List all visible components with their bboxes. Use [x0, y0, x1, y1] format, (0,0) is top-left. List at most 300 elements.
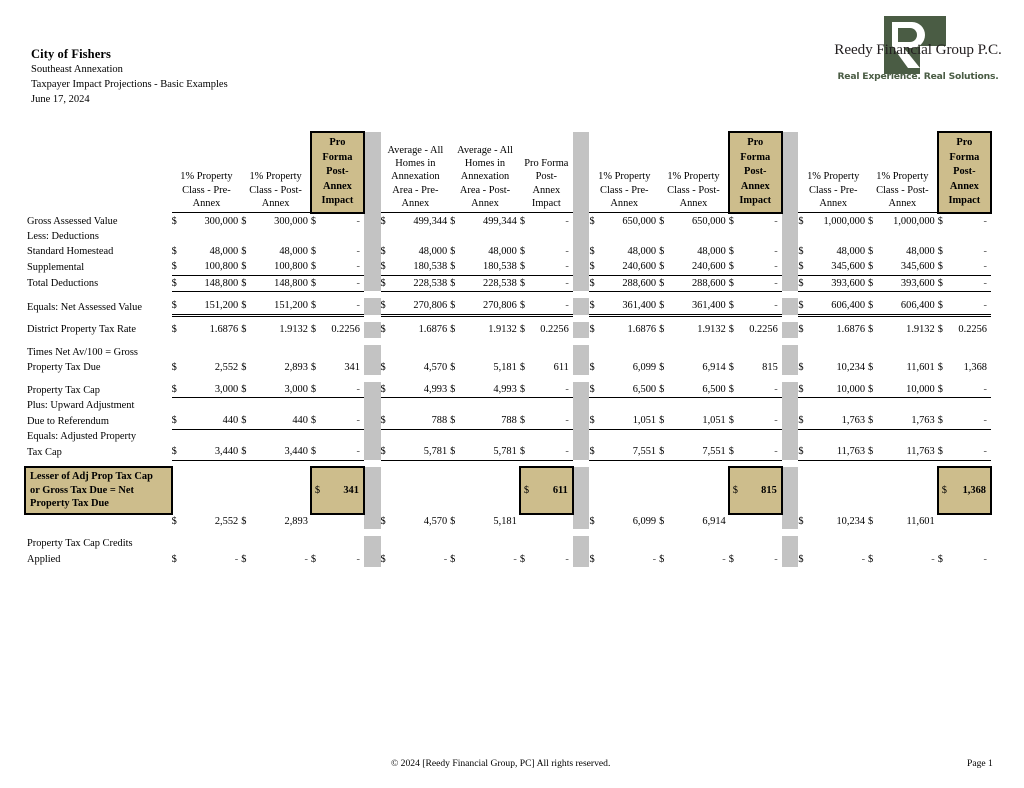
- currency-symbol: $: [659, 553, 665, 565]
- group-separator: [573, 467, 590, 514]
- cell-value: 10,000: [879, 382, 937, 398]
- currency-symbol: $: [798, 553, 804, 565]
- cell-value: 0.2256: [331, 324, 360, 336]
- table-row: [25, 514, 991, 529]
- cell-value: 5,781: [392, 444, 450, 460]
- group-separator: [364, 514, 381, 529]
- cell-value: 6,500: [601, 382, 659, 398]
- cell-value: -: [531, 413, 573, 429]
- currency-symbol: $: [241, 298, 252, 315]
- row-label-upward-adjustment-line1: Plus: Upward Adjustment: [27, 399, 135, 411]
- currency-symbol: $: [519, 553, 526, 565]
- cell-value-highlight: 611: [531, 467, 573, 514]
- currency-symbol: $: [728, 553, 734, 565]
- group-separator: [782, 398, 799, 413]
- company-logo: [834, 16, 1002, 84]
- cell-value: 11,763: [810, 444, 868, 460]
- cell-value: 1.9132: [906, 324, 935, 336]
- cell-value: -: [322, 382, 364, 398]
- cell-value: 48,000: [418, 246, 448, 258]
- currency-symbol: $: [380, 553, 386, 565]
- cell-value: 2,552: [214, 361, 239, 373]
- currency-symbol: $: [589, 553, 595, 565]
- cell-value: 606,400: [810, 298, 868, 315]
- row-label-adjusted-tax-cap: Tax Cap: [27, 446, 62, 458]
- cell-value: 345,600: [879, 259, 937, 275]
- cell-value: 6,914: [702, 361, 726, 373]
- currency-symbol: $: [171, 215, 177, 227]
- cell-value: -: [322, 444, 364, 460]
- currency-symbol: $: [380, 324, 386, 336]
- cell-value: -: [740, 275, 782, 291]
- currency-symbol: $: [798, 275, 809, 291]
- header-g2-pre: Average - All Homes in Annexation Area - Pre- Annex: [381, 132, 451, 213]
- cell-value: 11,763: [879, 444, 937, 460]
- cell-value-highlight: 1,368: [949, 467, 991, 514]
- cell-value: 151,200: [253, 298, 311, 315]
- currency-symbol: $: [381, 259, 392, 275]
- cell-value: 2,893: [284, 515, 308, 527]
- group-separator: [364, 345, 381, 360]
- cell-value: -: [356, 215, 360, 227]
- empty-cells: [798, 467, 937, 514]
- currency-symbol: $: [798, 259, 809, 275]
- cell-value: -: [513, 553, 517, 565]
- currency-symbol: $: [798, 361, 804, 373]
- cell-value: -: [740, 413, 782, 429]
- spacer-row: [25, 529, 991, 536]
- currency-symbol: $: [519, 324, 526, 336]
- cell-value: 300,000: [204, 215, 239, 227]
- currency-symbol: $: [519, 246, 526, 258]
- currency-symbol: $: [659, 275, 670, 291]
- cell-value: 10,000: [810, 382, 868, 398]
- currency-symbol: $: [520, 382, 531, 398]
- row-label-property-tax-cap: Property Tax Cap: [27, 384, 100, 396]
- currency-symbol: $: [450, 382, 461, 398]
- row-label-less-deductions: Less: Deductions: [27, 230, 99, 242]
- currency-symbol: $: [729, 275, 740, 291]
- cell-value: 100,800: [183, 259, 241, 275]
- page-title: City of Fishers: [31, 47, 111, 61]
- currency-symbol: $: [381, 444, 392, 460]
- group-separator: [364, 413, 381, 429]
- cell-value: -: [565, 553, 569, 565]
- cell-value: 788: [392, 413, 450, 429]
- group-separator: [364, 444, 381, 460]
- group-separator: [782, 413, 799, 429]
- currency-symbol: $: [729, 382, 740, 398]
- cell-value: 815: [762, 361, 778, 373]
- empty-cells: [172, 398, 364, 413]
- table-row: [25, 536, 991, 551]
- empty-cells: [589, 536, 781, 551]
- cell-value: -: [565, 246, 569, 258]
- currency-symbol: $: [868, 413, 879, 429]
- cell-value: -: [949, 275, 991, 291]
- cell-value: 499,344: [413, 215, 448, 227]
- currency-symbol: $: [938, 413, 949, 429]
- table-row: [25, 552, 991, 567]
- empty-cells: [172, 429, 364, 444]
- cell-value: 499,344: [483, 215, 517, 227]
- cell-value: 1,051: [671, 413, 729, 429]
- cell-value: -: [949, 444, 991, 460]
- empty-cells: [798, 345, 991, 360]
- group-separator: [573, 229, 590, 244]
- currency-symbol: $: [937, 553, 943, 565]
- currency-symbol: $: [589, 215, 595, 227]
- cell-value: 148,800: [183, 275, 241, 291]
- header-g4-impact: Pro Forma Post- Annex Impact: [938, 132, 991, 213]
- table-row: [25, 360, 991, 375]
- group-separator: [782, 467, 799, 514]
- currency-symbol: $: [450, 298, 461, 315]
- cell-value: 4,993: [462, 382, 520, 398]
- cell-value: -: [949, 259, 991, 275]
- cell-value: 11,601: [906, 361, 935, 373]
- currency-symbol: $: [937, 246, 943, 258]
- currency-symbol: $: [311, 467, 322, 514]
- currency-symbol: $: [659, 215, 665, 227]
- row-label-district-tax-rate: District Property Tax Rate: [27, 324, 137, 336]
- cell-value: 48,000: [906, 246, 935, 258]
- cell-value: -: [531, 298, 573, 315]
- empty-cells: [520, 514, 573, 529]
- currency-symbol: $: [241, 382, 252, 398]
- currency-symbol: $: [241, 413, 252, 429]
- currency-symbol: $: [728, 324, 734, 336]
- group-separator-1: [364, 132, 381, 213]
- cell-value: 1,763: [879, 413, 937, 429]
- group-separator: [364, 398, 381, 413]
- currency-symbol: $: [171, 515, 177, 527]
- currency-symbol: $: [868, 298, 879, 315]
- currency-symbol: $: [311, 444, 322, 460]
- currency-symbol: $: [380, 246, 386, 258]
- cell-value: 151,200: [183, 298, 241, 315]
- cell-value: -: [983, 246, 987, 258]
- currency-symbol: $: [172, 444, 183, 460]
- group-separator: [364, 552, 381, 567]
- header-g3-pre: 1% Property Class - Pre- Annex: [589, 132, 659, 213]
- currency-symbol: $: [798, 215, 804, 227]
- cell-value: 1,000,000: [823, 215, 866, 227]
- currency-symbol: $: [450, 275, 461, 291]
- table-row: [25, 413, 991, 429]
- currency-symbol: $: [937, 361, 943, 373]
- cell-value: 7,551: [601, 444, 659, 460]
- table-row: [25, 429, 991, 444]
- cell-value: -: [443, 553, 448, 565]
- cell-value: -: [356, 553, 360, 565]
- currency-symbol: $: [659, 246, 665, 258]
- table-header-row: [25, 132, 991, 213]
- empty-cells: [589, 229, 781, 244]
- currency-symbol: $: [868, 324, 874, 336]
- table-row: [25, 322, 991, 337]
- empty-cells: [798, 429, 991, 444]
- cell-value: -: [531, 444, 573, 460]
- cell-value: 270,806: [392, 298, 450, 315]
- currency-symbol: $: [241, 444, 252, 460]
- cell-value: 3,440: [183, 444, 241, 460]
- footer-page-number: Page 1: [967, 758, 993, 769]
- group-separator: [573, 322, 590, 337]
- currency-symbol: $: [868, 444, 879, 460]
- currency-symbol: $: [380, 215, 386, 227]
- currency-symbol: $: [729, 444, 740, 460]
- row-label-adjusted-cap-line1: Equals: Adjusted Property: [27, 431, 137, 443]
- group-separator: [782, 345, 799, 360]
- cell-value: 180,538: [392, 259, 450, 275]
- currency-symbol: $: [241, 324, 247, 336]
- currency-symbol: $: [589, 259, 600, 275]
- cell-value: 48,000: [697, 246, 726, 258]
- group-separator: [573, 514, 590, 529]
- empty-cells: [311, 514, 364, 529]
- group-separator: [573, 259, 590, 275]
- currency-symbol: $: [868, 275, 879, 291]
- currency-symbol: $: [311, 298, 322, 315]
- empty-cells: [729, 514, 782, 529]
- cell-value: -: [531, 259, 573, 275]
- currency-symbol: $: [589, 246, 595, 258]
- cell-value: 48,000: [209, 246, 239, 258]
- cell-value: 341: [344, 361, 360, 373]
- currency-symbol: $: [937, 215, 943, 227]
- cell-value: 240,600: [671, 259, 729, 275]
- group-separator: [364, 429, 381, 444]
- group-separator: [573, 213, 590, 229]
- cell-value: -: [740, 298, 782, 315]
- currency-symbol: $: [798, 382, 809, 398]
- document-header: [31, 47, 228, 108]
- table-row: [25, 398, 991, 413]
- group-separator: [782, 275, 799, 291]
- cell-value: -: [740, 382, 782, 398]
- row-label-total-deductions: Total Deductions: [27, 278, 99, 290]
- group-separator: [364, 467, 381, 514]
- empty-label: [25, 514, 172, 529]
- cell-value: 4,570: [423, 361, 448, 373]
- cell-value: -: [322, 298, 364, 315]
- currency-symbol: $: [310, 246, 317, 258]
- currency-symbol: $: [729, 467, 740, 514]
- currency-symbol: $: [868, 259, 879, 275]
- cell-value: 4,570: [423, 515, 448, 527]
- header-g4-pre: 1% Property Class - Pre- Annex: [798, 132, 868, 213]
- cell-value: 1.9132: [697, 324, 726, 336]
- currency-symbol: $: [241, 259, 252, 275]
- cell-value: -: [983, 215, 987, 227]
- currency-symbol: $: [310, 324, 317, 336]
- currency-symbol: $: [450, 361, 456, 373]
- cell-value: -: [774, 215, 778, 227]
- currency-symbol: $: [589, 275, 600, 291]
- group-separator: [364, 360, 381, 375]
- empty-cells: [938, 514, 991, 529]
- empty-cells: [589, 345, 781, 360]
- empty-cells: [381, 467, 520, 514]
- cell-value: 0.2256: [958, 324, 987, 336]
- currency-symbol: $: [520, 259, 531, 275]
- currency-symbol: $: [519, 361, 526, 373]
- currency-symbol: $: [868, 553, 874, 565]
- group-separator-3: [782, 132, 799, 213]
- group-separator: [782, 429, 799, 444]
- cell-value: -: [740, 259, 782, 275]
- table-row: [25, 229, 991, 244]
- group-separator: [364, 213, 381, 229]
- empty-cells: [798, 536, 991, 551]
- cell-value: 1,051: [601, 413, 659, 429]
- currency-symbol: $: [172, 382, 183, 398]
- cell-value: 0.2256: [749, 324, 778, 336]
- cell-value: -: [531, 382, 573, 398]
- subtitle-line-1: Southeast Annexation: [31, 64, 123, 75]
- cell-value: -: [774, 553, 778, 565]
- currency-symbol: $: [868, 246, 874, 258]
- currency-symbol: $: [381, 275, 392, 291]
- row-label-net-property-tax-due: Lesser of Adj Prop Tax Cap or Gross Tax Due = Net Property Tax Due: [25, 467, 172, 514]
- cell-value: 10,234: [836, 361, 866, 373]
- currency-symbol: $: [798, 298, 809, 315]
- cell-value: 2,552: [214, 515, 239, 527]
- cell-value: 288,600: [671, 275, 729, 291]
- cell-value: -: [322, 275, 364, 291]
- cell-value: 1.6876: [836, 324, 866, 336]
- group-separator: [573, 444, 590, 460]
- empty-cells: [798, 229, 991, 244]
- group-separator: [573, 552, 590, 567]
- currency-symbol: $: [310, 361, 317, 373]
- currency-symbol: $: [868, 515, 874, 527]
- cell-value: 650,000: [622, 215, 657, 227]
- cell-value: -: [949, 382, 991, 398]
- cell-value: 240,600: [601, 259, 659, 275]
- currency-symbol: $: [171, 324, 177, 336]
- spacer-row: [25, 375, 991, 382]
- header-g1-post: 1% Property Class - Post- Annex: [241, 132, 311, 213]
- group-separator: [573, 413, 590, 429]
- currency-symbol: $: [938, 259, 949, 275]
- currency-symbol: $: [798, 324, 804, 336]
- currency-symbol: $: [450, 515, 456, 527]
- currency-symbol: $: [311, 259, 322, 275]
- currency-symbol: $: [311, 382, 322, 398]
- cell-value: 6,099: [632, 361, 657, 373]
- table-row: [25, 275, 991, 291]
- empty-cells: [589, 467, 728, 514]
- currency-symbol: $: [868, 361, 874, 373]
- group-separator: [573, 298, 590, 315]
- empty-cells: [172, 229, 364, 244]
- cell-value: -: [531, 275, 573, 291]
- table-row: [25, 244, 991, 259]
- currency-symbol: $: [450, 246, 456, 258]
- empty-cells: [589, 398, 781, 413]
- cell-value: 788: [462, 413, 520, 429]
- cell-value: -: [565, 215, 569, 227]
- group-separator: [364, 382, 381, 398]
- cell-value: 48,000: [279, 246, 308, 258]
- cell-value: -: [861, 553, 866, 565]
- currency-symbol: $: [589, 515, 595, 527]
- currency-symbol: $: [241, 246, 247, 258]
- group-separator: [573, 398, 590, 413]
- cell-value-highlight: 341: [322, 467, 364, 514]
- currency-symbol: $: [659, 259, 670, 275]
- header-g1-impact: Pro Forma Post- Annex Impact: [311, 132, 364, 213]
- cell-value: -: [356, 246, 360, 258]
- currency-symbol: $: [589, 382, 600, 398]
- cell-value: 606,400: [879, 298, 937, 315]
- table-row: [25, 444, 991, 460]
- currency-symbol: $: [450, 413, 461, 429]
- cell-value: 180,538: [462, 259, 520, 275]
- cell-value: 7,551: [671, 444, 729, 460]
- group-separator: [782, 382, 799, 398]
- header-g3-post: 1% Property Class - Post- Annex: [659, 132, 729, 213]
- currency-symbol: $: [241, 215, 247, 227]
- document-date: June 17, 2024: [31, 94, 90, 106]
- taxpayer-impact-table: [24, 131, 992, 567]
- currency-symbol: $: [520, 298, 531, 315]
- table-row: [25, 345, 991, 360]
- cell-value: 48,000: [488, 246, 517, 258]
- group-separator: [573, 275, 590, 291]
- currency-symbol: $: [311, 413, 322, 429]
- group-separator: [782, 322, 799, 337]
- group-separator: [782, 360, 799, 375]
- currency-symbol: $: [938, 298, 949, 315]
- currency-symbol: $: [381, 413, 392, 429]
- currency-symbol: $: [938, 467, 949, 514]
- header-g3-impact: Pro Forma Post- Annex Impact: [729, 132, 782, 213]
- empty-cells: [381, 229, 573, 244]
- empty-cells: [589, 429, 781, 444]
- currency-symbol: $: [937, 324, 943, 336]
- currency-symbol: $: [381, 298, 392, 315]
- cell-value: 300,000: [274, 215, 308, 227]
- impact-table: [24, 131, 992, 567]
- row-label-net-assessed-value: Equals: Net Assessed Value: [27, 301, 142, 313]
- currency-symbol: $: [798, 444, 809, 460]
- row-label-standard-homestead: Standard Homestead: [27, 246, 114, 258]
- currency-symbol: $: [589, 413, 600, 429]
- currency-symbol: $: [659, 298, 670, 315]
- currency-symbol: $: [659, 515, 665, 527]
- cell-value: 6,500: [671, 382, 729, 398]
- cell-value: 1,763: [810, 413, 868, 429]
- group-separator: [364, 298, 381, 315]
- group-separator: [364, 536, 381, 551]
- empty-cells: [798, 398, 991, 413]
- currency-symbol: $: [380, 361, 386, 373]
- table-row: [25, 298, 991, 315]
- group-separator: [573, 345, 590, 360]
- cell-value: 100,800: [253, 259, 311, 275]
- currency-symbol: $: [520, 444, 531, 460]
- cell-value: -: [774, 246, 778, 258]
- cell-value: 228,538: [392, 275, 450, 291]
- currency-symbol: $: [728, 215, 734, 227]
- group-separator: [364, 322, 381, 337]
- currency-symbol: $: [172, 259, 183, 275]
- group-separator: [782, 259, 799, 275]
- group-separator: [782, 229, 799, 244]
